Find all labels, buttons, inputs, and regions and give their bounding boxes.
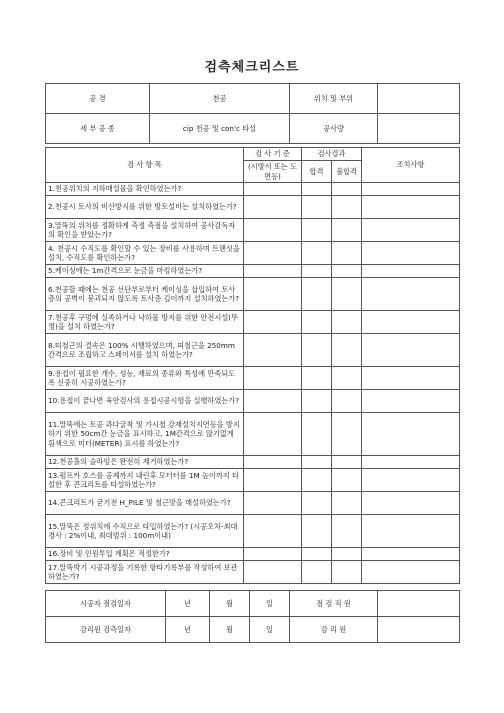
pass-cell xyxy=(302,561,332,584)
action-cell xyxy=(362,515,460,548)
fail-cell xyxy=(332,492,362,515)
fail-cell xyxy=(332,311,362,334)
pass-cell xyxy=(302,548,332,561)
pass-cell xyxy=(302,278,332,311)
check-item: 9.용접이 필요한 개수, 성능, 재료의 종류와 특성에 만족되도록 신중히 시공하였는가? xyxy=(46,367,244,390)
pass-cell xyxy=(302,311,332,334)
fail-cell xyxy=(332,456,362,469)
location-label: 위치 및 부위 xyxy=(290,84,378,114)
fail-cell xyxy=(332,183,362,196)
fail-cell xyxy=(332,196,362,219)
table-row xyxy=(46,265,460,278)
signature-row xyxy=(46,617,460,643)
pass-cell xyxy=(302,265,332,278)
table-row xyxy=(46,456,460,469)
check-item: 12.천공홀의 슬라임은 완전히 제거하였는가? xyxy=(46,456,244,469)
criteria-cell xyxy=(244,469,302,492)
check-item: 1.천공위치의 지하매설물을 확인하였는가? xyxy=(46,183,244,196)
fail-cell xyxy=(332,469,362,492)
pass-cell xyxy=(302,196,332,219)
fail-cell xyxy=(332,548,362,561)
action-cell xyxy=(362,311,460,334)
quantity-value xyxy=(378,114,460,144)
day-label: 일 xyxy=(250,591,290,617)
header-row xyxy=(46,148,460,161)
check-item: 15.말뚝은 정위치에 수직으로 타입하였는가? (시공오차-최대경사 : 2%이내, 최대범위 : 100m이내) xyxy=(46,515,244,548)
action-cell xyxy=(362,334,460,367)
criteria-cell xyxy=(244,183,302,196)
fail-cell xyxy=(332,390,362,413)
work-type-label: 공 경 xyxy=(46,84,150,114)
action-cell xyxy=(362,413,460,456)
check-item: 13.펌프카 호스를 공제까지 내린후 모터터를 1M 높이까지 타설한 후 콘크리트를 타설하였는가? xyxy=(46,469,244,492)
supervisor-date-label: 감리원 검측일자 xyxy=(46,617,166,643)
action-cell xyxy=(362,390,460,413)
criteria-cell xyxy=(244,561,302,584)
year-label: 년 xyxy=(166,591,210,617)
pass-cell xyxy=(302,456,332,469)
month-label: 월 xyxy=(210,591,250,617)
fail-cell xyxy=(332,219,362,242)
sub-work-value: cip 천공 및 con'c 타설 xyxy=(150,114,290,144)
table-row xyxy=(46,183,460,196)
fail-cell xyxy=(332,265,362,278)
check-item: 4. 천공시 수직도를 확인할 수 있는 장비를 사용하며 트랜싯을 설치, 수직도를 확인하는가? xyxy=(46,242,244,265)
inspector-label: 점 검 직 원 xyxy=(290,591,378,617)
fail-cell xyxy=(332,413,362,456)
check-item: 17.말뚝박기 시공과정을 기록한 항타기록부를 작성하여 보관하였는가? xyxy=(46,561,244,584)
criteria-cell xyxy=(244,367,302,390)
pass-cell xyxy=(302,219,332,242)
criteria-cell xyxy=(244,219,302,242)
action-cell xyxy=(362,548,460,561)
table-row xyxy=(46,196,460,219)
pass-cell xyxy=(302,492,332,515)
table-row xyxy=(46,367,460,390)
signature-row xyxy=(46,591,460,617)
pass-header: 합격 xyxy=(302,161,332,183)
info-table xyxy=(45,83,460,144)
action-cell xyxy=(362,367,460,390)
criteria-cell xyxy=(244,515,302,548)
quantity-label: 공사량 xyxy=(290,114,378,144)
month-label: 월 xyxy=(210,617,250,643)
year-label: 년 xyxy=(166,617,210,643)
pass-cell xyxy=(302,413,332,456)
criteria-cell xyxy=(244,413,302,456)
inspector-signature xyxy=(378,591,460,617)
supervisor-signature xyxy=(378,617,460,643)
fail-header: 불합격 xyxy=(332,161,362,183)
table-row xyxy=(46,311,460,334)
criteria-cell xyxy=(244,242,302,265)
work-type-value: 천공 xyxy=(150,84,290,114)
table-row xyxy=(46,242,460,265)
pass-cell xyxy=(302,390,332,413)
check-item: 6.천공할 때에는 천공 선단부로부터 케이싱을 삽입하여 토사층의 공벽이 붕괴되지 않도록 토사층 깊이까지 설치하였는가? xyxy=(46,278,244,311)
criteria-cell xyxy=(244,311,302,334)
day-label: 일 xyxy=(250,617,290,643)
action-cell xyxy=(362,492,460,515)
pass-cell xyxy=(302,242,332,265)
action-cell xyxy=(362,265,460,278)
check-item: 5.케이싱에는 1m간격으로 눈금을 마킹하였는가? xyxy=(46,265,244,278)
fail-cell xyxy=(332,278,362,311)
sub-work-label: 세 부 공 종 xyxy=(46,114,150,144)
action-cell xyxy=(362,561,460,584)
check-item: 7.천공후 구멍에 실족하거나 낙하물 방지를 위한 안전시설(뚜껑)을 설치 하였는가? xyxy=(46,311,244,334)
criteria-cell xyxy=(244,456,302,469)
table-row xyxy=(46,334,460,367)
fail-cell xyxy=(332,515,362,548)
checklist-table xyxy=(45,147,460,584)
action-cell xyxy=(362,219,460,242)
criteria-cell xyxy=(244,265,302,278)
table-row xyxy=(46,561,460,584)
criteria-cell xyxy=(244,548,302,561)
page-title: 검측체크리스트 xyxy=(204,60,300,75)
pass-cell xyxy=(302,469,332,492)
check-item: 10.용접이 끝나면 육안검사의 용접시공시험을 실행하였는가? xyxy=(46,390,244,413)
action-header: 조치사항 xyxy=(362,148,460,183)
supervisor-label: 감 리 원 xyxy=(290,617,378,643)
action-cell xyxy=(362,183,460,196)
pass-cell xyxy=(302,367,332,390)
table-row xyxy=(46,515,460,548)
criteria-header: 검 사 기 준 xyxy=(244,148,302,161)
pass-cell xyxy=(302,183,332,196)
check-item: 2.천공시 토사의 비산방지를 위한 방토설비는 설치하였는가? xyxy=(46,196,244,219)
signature-table xyxy=(45,590,460,643)
table-row xyxy=(46,413,460,456)
criteria-cell xyxy=(244,492,302,515)
table-row xyxy=(46,278,460,311)
fail-cell xyxy=(332,242,362,265)
fail-cell xyxy=(332,367,362,390)
check-item: 16.장비 및 인원투입 계획은 적정한가? xyxy=(46,548,244,561)
action-cell xyxy=(362,456,460,469)
pass-cell xyxy=(302,334,332,367)
pass-cell xyxy=(302,515,332,548)
action-cell xyxy=(362,278,460,311)
info-row xyxy=(46,114,460,144)
check-item: 8.띠철근의 결속은 100% 시행하였으며, 띠철근을 250mm 간격으로 조립하고 스페이서를 설치 하였는가? xyxy=(46,334,244,367)
table-row xyxy=(46,548,460,561)
check-item: 14.콘크리트가 굳기전 H_PILE 및 철근망을 매설하였는가? xyxy=(46,492,244,515)
action-cell xyxy=(362,242,460,265)
fail-cell xyxy=(332,561,362,584)
table-row xyxy=(46,492,460,515)
check-item: 11.말뚝에는 토공 과다굴착 및 가시철 강재설치지연등을 방지하기 위한 50cm간 눈금을 표시하고, 1M간격으로 않기없게 흰색으로 미터(METER) 표시를 하였는가? xyxy=(46,413,244,456)
fail-cell xyxy=(332,334,362,367)
criteria-cell xyxy=(244,334,302,367)
table-row xyxy=(46,219,460,242)
criteria-cell xyxy=(244,278,302,311)
criteria-subheader: (시방서 또는 도면등) xyxy=(244,161,302,183)
result-header: 검사결과 xyxy=(302,148,362,161)
action-cell xyxy=(362,469,460,492)
location-value xyxy=(378,84,460,114)
info-row xyxy=(46,84,460,114)
criteria-cell xyxy=(244,196,302,219)
table-row xyxy=(46,390,460,413)
item-header: 검 사 항 목 xyxy=(46,148,244,183)
table-row xyxy=(46,469,460,492)
criteria-cell xyxy=(244,390,302,413)
action-cell xyxy=(362,196,460,219)
contractor-date-label: 시공자 점검일자 xyxy=(46,591,166,617)
check-item: 3.말뚝의 위치를 정확하게 측정 측점을 설치하여 공사감독자의 확인을 받았는가? xyxy=(46,219,244,242)
